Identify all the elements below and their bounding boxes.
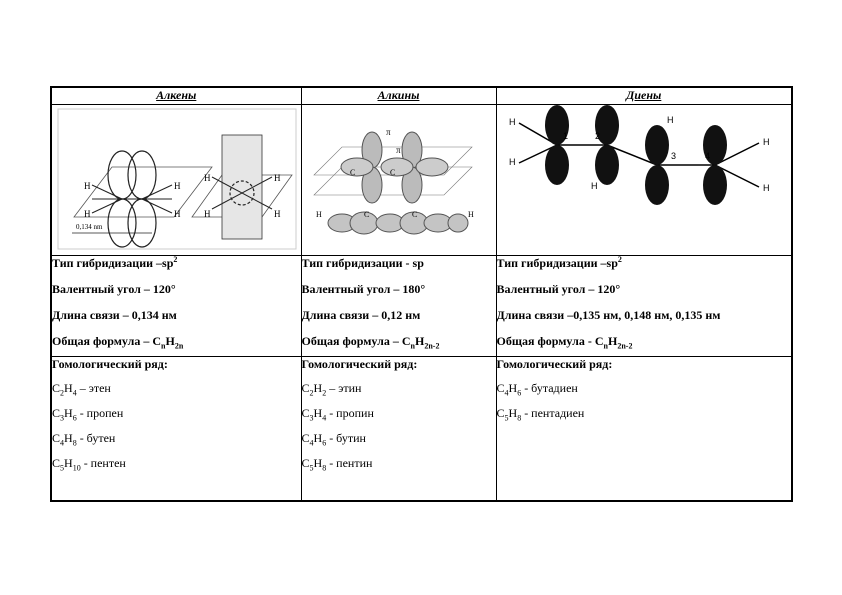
alkene-series bbox=[51, 357, 301, 502]
diene-h-4: H bbox=[666, 115, 673, 125]
diene-formula: Общая формула - $C_nH_{2n-2}$ bbox=[496, 334, 633, 351]
diene-orbital-diagram bbox=[497, 105, 793, 255]
alkyne-pi-1: π bbox=[385, 127, 391, 137]
diene-h-2: H bbox=[508, 157, 515, 167]
diene-series-item: $C_5H_8$ - пентадиен bbox=[496, 406, 585, 423]
alkyne-c-2: C bbox=[389, 168, 395, 177]
alkene-h4: H bbox=[174, 209, 181, 219]
diene-series-item: $C_4H_6$ - бутадиен bbox=[496, 381, 578, 398]
alkyne-bond-length: Длина связи – 0,12 нм bbox=[301, 308, 421, 322]
diene-bond-length: Длина связи –0,135 нм, 0,148 нм, 0,135 нм bbox=[496, 308, 721, 322]
header-alkenes: Алкены bbox=[51, 87, 301, 105]
diene-h-3: H bbox=[590, 181, 597, 191]
alkyne-c-3: C bbox=[363, 210, 369, 219]
diene-num-2: 2 bbox=[594, 131, 600, 141]
alkene-bond-length: Длина связи – 0,134 нм bbox=[52, 308, 177, 322]
alkene-h7: H bbox=[204, 209, 211, 219]
alkene-orbital-diagram bbox=[52, 105, 302, 255]
alkyne-series-item: $C_2H_2$ – этин bbox=[301, 381, 362, 398]
homologous-row bbox=[51, 357, 792, 502]
alkyne-series-title: Гомологический ряд: bbox=[301, 357, 418, 371]
diene-h-6: H bbox=[762, 183, 769, 193]
alkyne-orbital-diagram bbox=[302, 105, 497, 255]
alkene-h8: H bbox=[274, 209, 281, 219]
alkene-h3: H bbox=[84, 209, 91, 219]
header-dienes: Диены bbox=[496, 87, 792, 105]
alkene-properties bbox=[51, 256, 301, 357]
alkyne-series-item: $C_4H_6$ - бутин bbox=[301, 431, 366, 448]
alkene-h6: H bbox=[274, 173, 281, 183]
alkene-series-item: $C_2H_4$ – этен bbox=[52, 381, 111, 398]
header-alkynes: Алкины bbox=[301, 87, 496, 105]
diene-h-5: H bbox=[762, 137, 769, 147]
diene-figure-cell bbox=[496, 105, 792, 256]
hydrocarbon-table bbox=[50, 86, 793, 502]
alkene-series-title: Гомологический ряд: bbox=[52, 357, 168, 371]
diene-hybridization: Тип гибридизации $-sp^2$ bbox=[496, 255, 622, 270]
diene-properties bbox=[496, 256, 792, 357]
alkyne-formula: Общая формула – $C_nH_{2n-2}$ bbox=[301, 334, 440, 351]
alkene-formula: Общая формула – $C_nH_{2n}$ bbox=[52, 334, 184, 351]
alkene-angle: Валентный угол – 120° bbox=[52, 282, 176, 296]
alkyne-series-item: $C_3H_4$ - пропин bbox=[301, 406, 374, 423]
alkene-series-item: $C_5H_{10}$ - пентен bbox=[52, 456, 126, 473]
alkyne-pi-2: π bbox=[395, 145, 401, 155]
alkene-h1: H bbox=[84, 181, 91, 191]
alkene-h2: H bbox=[174, 181, 181, 191]
properties-row bbox=[51, 256, 792, 357]
alkyne-series bbox=[301, 357, 496, 502]
alkyne-c-1: C bbox=[349, 168, 355, 177]
diene-num-4: 4 bbox=[704, 151, 710, 161]
alkyne-hybridization: Тип гибридизации - sp bbox=[301, 256, 424, 270]
alkyne-angle: Валентный угол – 180° bbox=[301, 282, 426, 296]
header-row bbox=[51, 87, 792, 105]
alkene-figure-cell bbox=[51, 105, 301, 256]
alkene-hybridization: Тип гибридизации $-sp^2$ bbox=[52, 255, 178, 270]
diene-series bbox=[496, 357, 792, 502]
alkyne-series-item: $C_5H_8$ - пентин bbox=[301, 456, 373, 473]
diene-angle: Валентный угол – 120° bbox=[496, 282, 621, 296]
alkyne-figure-cell bbox=[301, 105, 496, 256]
diene-series-title: Гомологический ряд: bbox=[496, 357, 613, 371]
alkyne-properties bbox=[301, 256, 496, 357]
alkyne-h-right: H bbox=[467, 210, 474, 219]
figure-row bbox=[51, 105, 792, 256]
alkyne-h-left: H bbox=[315, 210, 322, 219]
alkene-h5: H bbox=[204, 173, 211, 183]
alkene-series-item: $C_4H_8$ - бутен bbox=[52, 431, 116, 448]
diene-num-1: 1 bbox=[562, 131, 568, 141]
alkene-series-item: $C_3H_6$ - пропен bbox=[52, 406, 124, 423]
diene-h-1: H bbox=[508, 117, 515, 127]
alkene-bond-label: 0,134 nm bbox=[76, 223, 103, 231]
alkyne-c-4: C bbox=[411, 210, 417, 219]
diene-num-3: 3 bbox=[670, 151, 676, 161]
